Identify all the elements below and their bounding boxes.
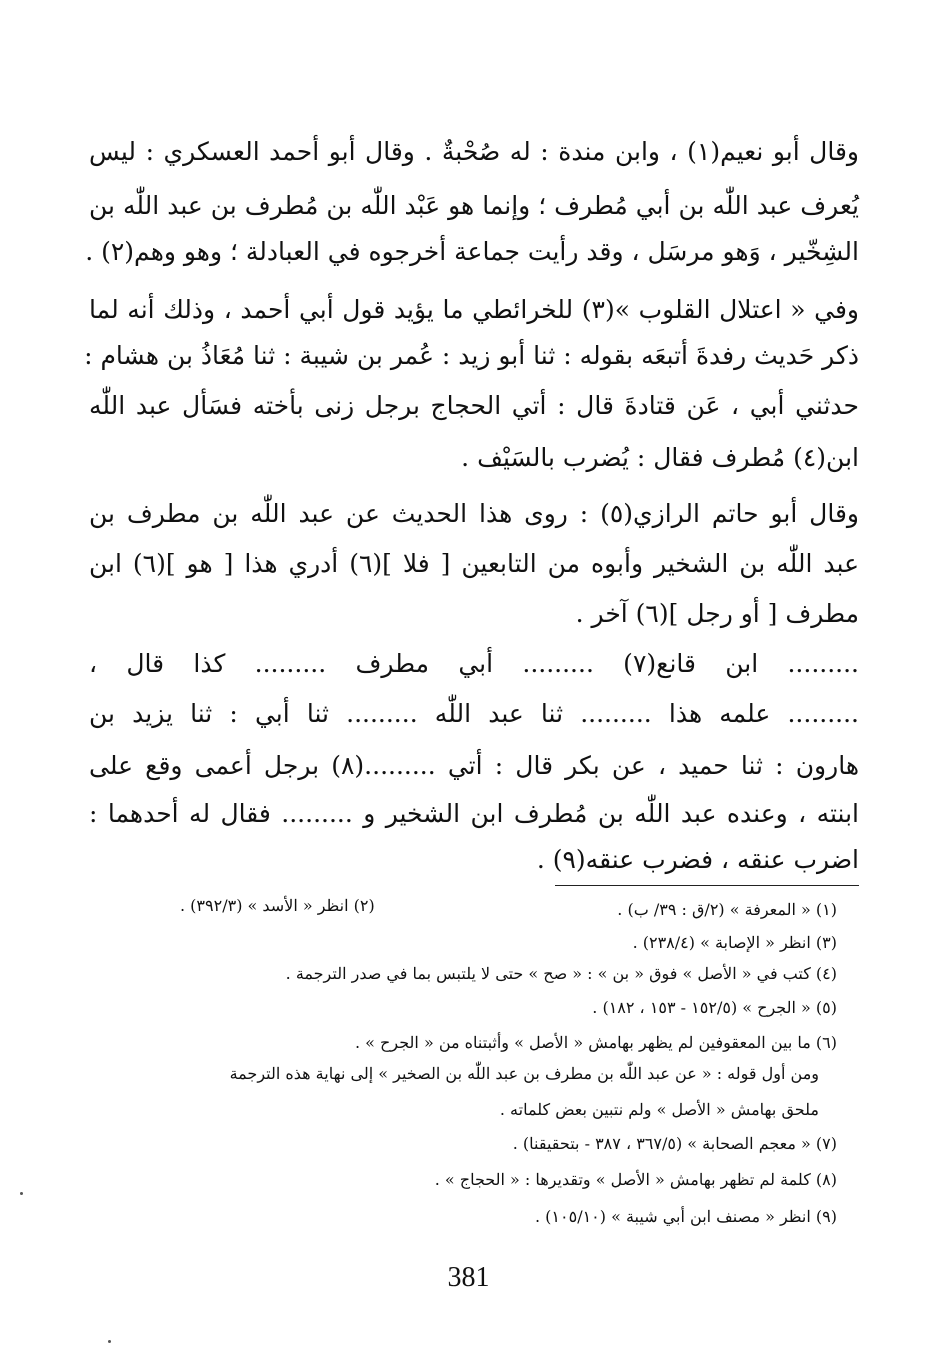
- footnote-8: (٨) كلمة لم تظهر بهامش « الأصل » وتقديرها : « الحجاج » .: [434, 1170, 837, 1189]
- footnote-1: (١) « المعرفة » (٢/ق : ٣٩/ ب) .: [617, 900, 837, 919]
- body-line: ذكر حَديث رفدةَ أتبعَه بقوله : ثنا أبو زيد : عُمر بن شيبة : ثنا مُعَاذُ بن هشام :: [84, 341, 859, 370]
- body-line: الشِخّير ، وَهو مرسَل ، وقد رأيت جماعة أخرجوه في العبادلة ؛ وهو وهم(٢) .: [85, 237, 859, 266]
- footnote-6-continuation: ملحق بهامش « الأصل » ولم نتبين بعض كلماته .: [499, 1100, 819, 1119]
- body-line: ابنته ، وعنده عبد اللّٰه بن مُطرف ابن الشخير و ......... فقال له أحدهما :: [89, 799, 859, 828]
- footnote-3: (٣) انظر « الإصابة » (٢٣٨/٤) .: [632, 933, 837, 952]
- body-line: ابن(٤) مُطرف فقال : يُضرب بالسَيْف .: [461, 443, 859, 472]
- footnote-5: (٥) « الجرح » (١٥٢/٥ - ١٥٣ ، ١٨٢) .: [592, 998, 837, 1017]
- body-line: اضرب عنقه ، فضرب عنقه(٩) .: [536, 845, 859, 874]
- body-line: هارون : ثنا حميد ، عن بكر قال : أتي .........(٨) برجل أعمى وقع على: [89, 751, 859, 780]
- body-line: عبد اللّٰه بن الشخير وأبوه من التابعين [ فلا ](٦) أدري هذا [ هو ](٦) ابن: [89, 549, 859, 578]
- body-line: يُعرف عبد اللّٰه بن أبي مُطرف ؛ وإنما هو عَبْد اللّٰه بن مُطرف بن عبد اللّٰه بن: [89, 191, 859, 220]
- footnote-2: (٢) انظر « الأسد » (٣٩٢/٣) .: [180, 896, 375, 915]
- footnote-6: (٦) ما بين المعقوفين لم يظهر بهامش « الأصل » وأثبتناه من « الجرح » .: [355, 1033, 837, 1052]
- footnote-4: (٤) كتب في « الأصل » فوق « بن » : « صح » حتى لا يلتبس بما في صدر الترجمة .: [285, 964, 837, 983]
- footnote-9: (٩) انظر « مصنف ابن أبي شيبة » (١٠٥/١٠) .: [534, 1207, 837, 1226]
- body-line: ......... ابن قانع(٧) ......... أبي مطرف ......... كذا قال ،: [89, 649, 860, 678]
- body-line: وفي « اعتلال القلوب »(٣) للخرائطي ما يؤيد قول أبي أحمد ، وذلك أنه لما: [89, 295, 859, 324]
- body-line: مطرف [ أو رجل ](٦) آخر .: [575, 599, 859, 628]
- page-number: 381: [447, 1262, 490, 1293]
- body-line: حدثني أبي ، عَن قتادةَ قال : أتي الحجاج برجل زنى بأخته فسَأل عبد اللّٰه: [89, 391, 859, 420]
- scan-speck: [20, 1192, 23, 1195]
- scan-speck: [108, 1340, 111, 1343]
- body-line: ......... علمه هذا ......... ثنا عبد اللّٰه ......... ثنا أبي : ثنا يزيد بن: [89, 699, 859, 728]
- footnote-7: (٧) « معجم الصحابة » (٣٦٧/٥ ، ٣٨٧ - بتحقيقنا) .: [512, 1134, 837, 1153]
- footnote-separator: [555, 885, 859, 886]
- footnote-6-continuation: ومن أول قوله : « عن عبد اللّٰه بن مطرف بن عبد اللّٰه بن الصخير » إلى نهاية هذه الترجمة: [229, 1064, 819, 1083]
- body-line: وقال أبو نعيم(١) ، وابن مندة : له صُحْبةٌ . وقال أبو أحمد العسكري : ليس: [89, 137, 859, 166]
- body-line: وقال أبو حاتم الرازي(٥) : روى هذا الحديث عن عبد اللّٰه بن مطرف بن: [89, 499, 859, 528]
